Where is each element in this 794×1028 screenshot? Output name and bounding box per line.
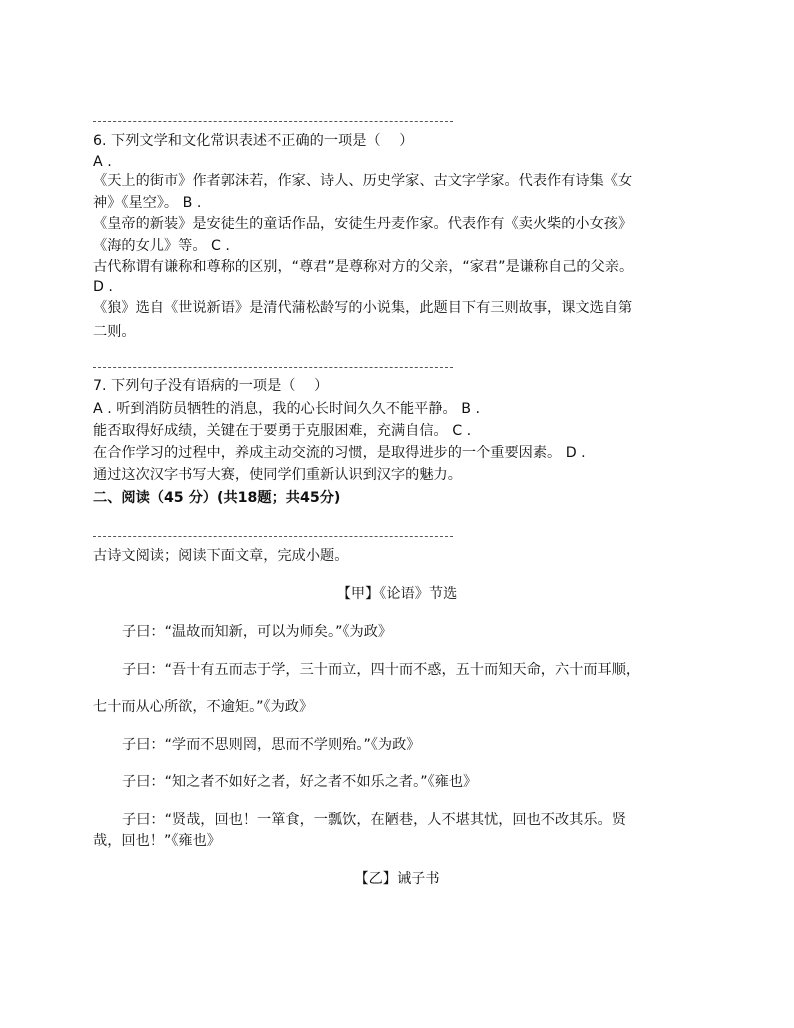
- q7-line: 能否取得好成绩，关键在于要勇于克服困难，充满自信。 C .: [93, 423, 472, 439]
- q6-line: 《皇帝的新装》是安徒生的童话作品，安徒生丹麦作家。代表作有《卖火柴的小女孩》: [93, 216, 633, 232]
- q6-line: 二则。: [93, 324, 136, 340]
- q6-line: 《天上的街市》作者郭沫若，作家、诗人、历史学家、古文字学家。代表作有诗集《女: [93, 173, 633, 189]
- separator-line: [93, 367, 453, 368]
- q6-line: D .: [93, 279, 113, 295]
- q7-line: A . 听到消防员牺牲的消息，我的心长时间久久不能平静。 B .: [93, 401, 480, 417]
- reading-intro: 古诗文阅读；阅读下面文章，完成小题。: [93, 548, 349, 564]
- q7-line: 在合作学习的过程中，养成主动交流的习惯，是取得进步的一个重要因素。 D .: [93, 445, 586, 461]
- analects-line: 七十而从心所欲，不逾矩。”《为政》: [93, 699, 314, 715]
- analects-line: 哉，回也！”《雍也》: [93, 833, 221, 849]
- separator-line: [93, 536, 453, 537]
- q6-line: A .: [93, 154, 112, 170]
- analects-line: 子曰：“贤哉，回也！一箪食，一瓢饮，在陋巷，人不堪其忧，回也不改其乐。贤: [122, 812, 626, 828]
- q7-line: 通过这次汉字书写大赛，使同学们重新认识到汉字的魅力。: [93, 467, 462, 483]
- section-heading: 二、阅读（45 分）(共18题；共45分): [93, 490, 341, 506]
- analects-line: 子曰：“知之者不如好之者，好之者不如乐之者。”《雍也》: [122, 774, 478, 790]
- analects-line: 子曰：“学而不思则罔，思而不学则殆。”《为政》: [122, 737, 421, 753]
- q6-line: 古代称谓有谦称和尊称的区别，“尊君”是尊称对方的父亲，“家君”是谦称自己的父亲。: [93, 259, 634, 275]
- q6-line: 《海的女儿》等。 C .: [93, 238, 230, 254]
- analects-line: 子曰：“吾十有五而志于学，三十而立，四十而不惑，五十而知天命，六十而耳顺，: [122, 662, 641, 678]
- q6-line: 神》《星空》。 B .: [93, 195, 202, 211]
- separator-line: [93, 121, 453, 122]
- question-6-title: 6. 下列文学和文化常识表述不正确的一项是（ ）: [93, 133, 414, 149]
- analects-line: 子曰：“温故而知新，可以为师矣。”《为政》: [122, 624, 393, 640]
- passage-title-yi: 【乙】诫子书: [354, 871, 440, 887]
- question-7-title: 7. 下列句子没有语病的一项是（ ）: [93, 378, 329, 394]
- q6-line: 《狼》选自《世说新语》是清代蒲松龄写的小说集，此题目下有三则故事，课文选自第: [93, 300, 633, 316]
- passage-title-jia: 【甲】《论语》节选: [336, 586, 458, 602]
